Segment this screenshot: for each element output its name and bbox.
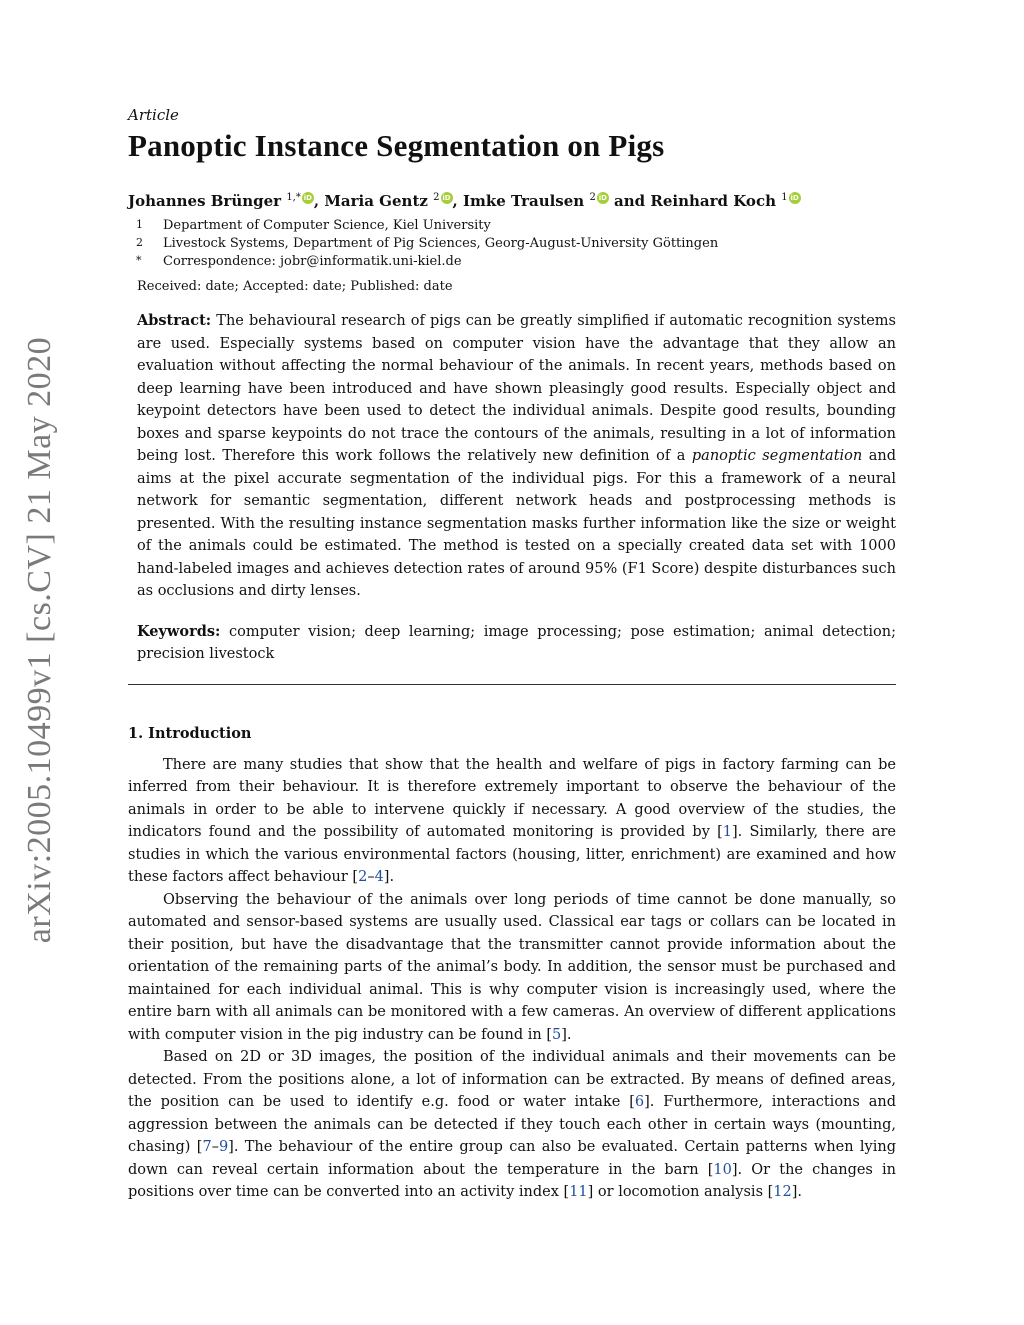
orcid-icon[interactable]: iD (303, 194, 312, 202)
paragraph-text: ]. Similarly, there are studies in which the various environmental factors (housing, litter, enrichment) are examined and how these factors affect behaviour [ (128, 824, 896, 885)
affiliation-item (136, 236, 896, 251)
citation-link[interactable]: 1 (722, 824, 732, 840)
orcid-icon[interactable]: iD (442, 194, 451, 202)
paragraph-text: Observing the behaviour of the animals over long periods of time cannot be done manually, so automated and sensor-based systems are usually used. Classical ear tags or collars can be located in their position, but have the disadvantage that the transmitter cannot provide information about the orientation of the remaining parts of the animal’s body. In addition, the sensor must be purchased and maintained for each individual animal. This is why computer vision is increasingly used, where the entire barn with all animals can be monitored with a few cameras. An overview of different applications with computer vision in the pig industry can be found in [ (128, 891, 896, 1043)
affiliation-mark: * (136, 254, 142, 267)
affiliation-mark: 2 (136, 236, 143, 249)
orcid-icon[interactable]: iD (790, 194, 799, 202)
citation-link[interactable]: 2 (358, 869, 368, 885)
orcid-icon[interactable]: iD (598, 194, 607, 202)
correspondence-email[interactable]: Correspondence: jobr@informatik.uni-kiel.de (163, 254, 462, 269)
arxiv-side-label (18, 335, 62, 945)
keywords-label: Keywords: (137, 622, 221, 640)
affiliation-item (136, 218, 896, 233)
intro-paragraph-2 (128, 889, 896, 1047)
section-divider (128, 684, 896, 685)
keywords (137, 621, 896, 666)
paragraph-text: ]. The behaviour of the entire group can also be evaluated. Certain patterns when lying down can reveal certain information about the temperature in the barn [ (128, 1139, 896, 1178)
keywords-text: computer vision; deep learning; image processing; pose estimation; animal detection; precision livestock (137, 623, 896, 662)
author-affil-sup: 1,* (286, 192, 301, 203)
abstract-emphasis: panoptic segmentation (691, 448, 863, 464)
citation-link[interactable]: 7 (202, 1139, 212, 1155)
author-affil-sup: 1 (781, 192, 788, 203)
intro-paragraph-3 (128, 1046, 896, 1204)
section-heading: 1. Introduction (128, 724, 252, 742)
article-type: Article (128, 106, 179, 124)
paragraph-text: ]. Or the changes in positions over time can be converted into an activity index [ (128, 1161, 896, 1200)
abstract (137, 310, 896, 603)
abstract-text: and aims at the pixel accurate segmentation of the individual pigs. For this a framework of a neural network for semantic segmentation, different network heads and postprocessing methods is presented. With the resulting instance segmentation masks further information like the size or weight of the animals could be estimated. The method is tested on a specially created data set with 1000 hand-labeled images and achieves detection rates of around 95% (F1 Score) despite disturbances such as occlusions and dirty lenses. (137, 448, 897, 599)
citation-link[interactable]: 11 (569, 1184, 588, 1200)
author-sep: , (452, 192, 463, 210)
citation-link[interactable]: 10 (713, 1161, 732, 1178)
author-name: Reinhard Koch (650, 192, 776, 210)
citation-link[interactable]: 9 (218, 1139, 229, 1155)
citation-range-dash: – (367, 869, 375, 885)
affiliations (136, 218, 896, 269)
author-affil-sup: 2 (433, 192, 440, 203)
paragraph-text: ]. (383, 869, 395, 885)
publication-dates: Received: date; Accepted: date; Published: date (137, 279, 453, 294)
author-name: Imke Traulsen (462, 192, 585, 210)
paragraph-text: There are many studies that show that the health and welfare of pigs in factory farming can be inferred from their behaviour. It is therefore extremely important to observe the behaviour of the animals in order to be able to intervene quickly if necessary. A good overview of the studies, the indicators found and the possibility of automated monitoring is provided by [ (128, 756, 896, 840)
paragraph-text: ]. Furthermore, interactions and aggression between the animals can be detected if they touch each other in certain ways (mounting, chasing) [ (128, 1094, 896, 1155)
affiliation-text: Livestock Systems, Department of Pig Sciences, Georg-August-University Göttingen (163, 236, 719, 251)
citation-link[interactable]: 6 (634, 1094, 645, 1110)
paragraph-text: ]. (561, 1026, 572, 1043)
intro-paragraph-1 (128, 754, 896, 889)
author-name: Johannes Brünger (128, 192, 282, 210)
abstract-label: Abstract: (137, 312, 212, 329)
affiliation-item (136, 254, 896, 269)
author-sep: , (313, 192, 325, 210)
paragraph-text: Based on 2D or 3D images, the position of the individual animals and their movements can be detected. From the positions alone, a lot of information can be extracted. By means of defined areas, the position can be used to identify e.g. food or water intake [ (128, 1049, 896, 1110)
citation-link[interactable]: 12 (773, 1184, 792, 1200)
author-sep: and (608, 192, 651, 210)
author-name: Maria Gentz (324, 192, 428, 210)
affiliation-text: Department of Computer Science, Kiel University (163, 218, 491, 233)
paper-title: Panoptic Instance Segmentation on Pigs (128, 128, 665, 163)
author-list (128, 192, 896, 210)
abstract-text: The behavioural research of pigs can be greatly simplified if automatic recognition systems are used. Especially systems based on computer vision have the advantage that they allow an evaluation without affecting the normal behaviour of the animals. In recent years, methods based on deep learning have been introduced and have shown pleasingly good results. Especially object and keypoint detectors have been used to detect the individual animals. Despite good results, bounding boxes and sparse keypoints do not trace the contours of the animals, resulting in a lot of information being lost. Therefore this work follows the relatively new definition of a (137, 313, 896, 464)
citation-link[interactable]: 5 (552, 1026, 562, 1043)
citation-link[interactable]: 4 (374, 869, 384, 885)
paper-page (128, 106, 896, 1204)
paragraph-text: ]. (791, 1184, 803, 1200)
paragraph-text: ] or locomotion analysis [ (587, 1184, 774, 1200)
arxiv-identifier: arXiv:2005.10499v1 [cs.CV] 21 May 2020 (21, 336, 59, 944)
citation-range-dash: – (211, 1139, 219, 1155)
author-affil-sup: 2 (589, 192, 596, 203)
affiliation-mark: 1 (136, 218, 143, 231)
